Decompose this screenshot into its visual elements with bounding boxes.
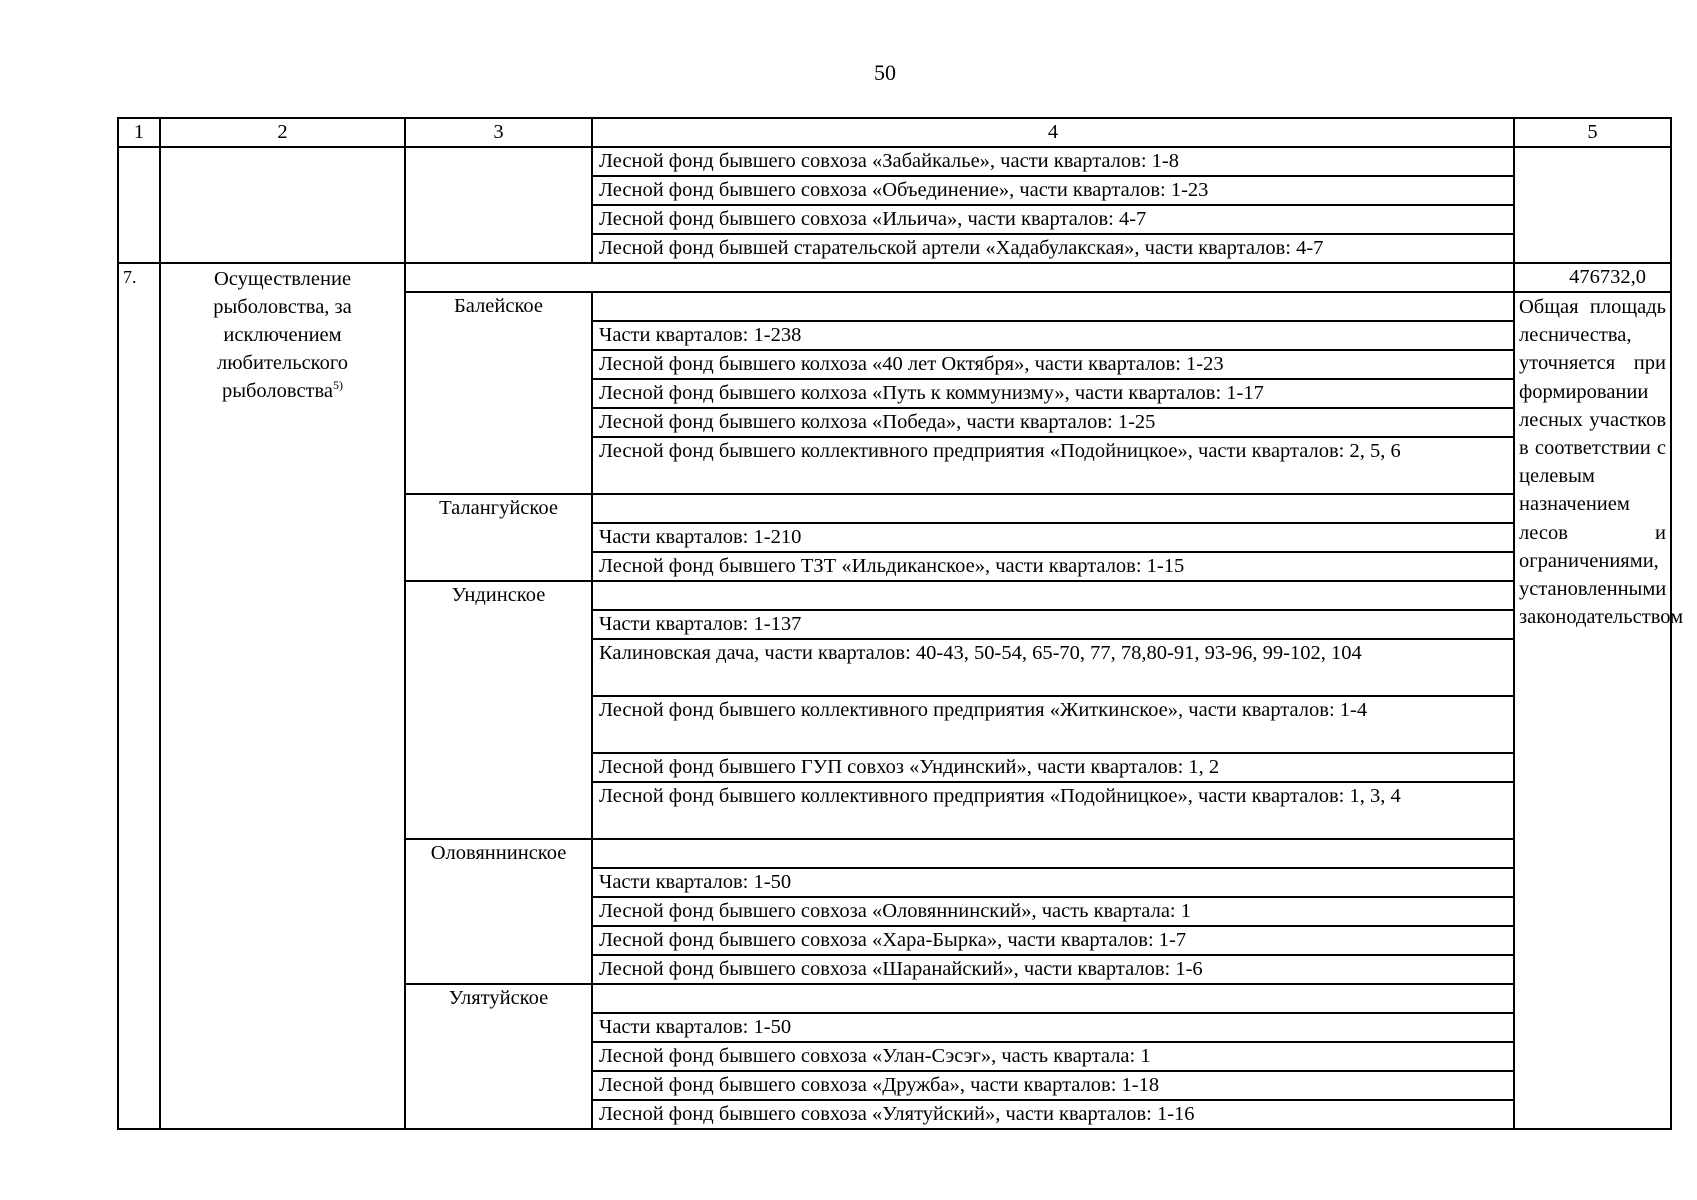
forestry-table — [117, 117, 1684, 1130]
location-cell: Лесной фонд бывшего совхоза «Улан-Сэсэг», часть квартала: 1 — [592, 1042, 1514, 1071]
location-cell: Калиновская дача, части кварталов: 40-43, 50-54, 65-70, 77, 78,80-91, 93-96, 99-102, 104 — [592, 639, 1514, 696]
location-cell: Лесной фонд бывшего совхоза «Забайкалье», части кварталов: 1-8 — [592, 147, 1514, 176]
forestry-name: Талангуйское — [405, 494, 592, 581]
empty-cell — [1514, 147, 1671, 263]
location-cell: Лесной фонд бывшего колхоза «40 лет Октября», части кварталов: 1-23 — [592, 350, 1514, 379]
activity-footnote-marker: 5) — [333, 378, 344, 393]
location-cell: Части кварталов: 1-210 — [592, 523, 1514, 552]
location-cell: Лесной фонд бывшего совхоза «Оловяннинский», часть квартала: 1 — [592, 897, 1514, 926]
location-cell: Лесной фонд бывшего совхоза «Хара-Бырка», части кварталов: 1-7 — [592, 926, 1514, 955]
table-row — [118, 147, 1671, 176]
location-cell: Лесной фонд бывшего коллективного предприятия «Подойницкое», части кварталов: 1, 3, 4 — [592, 782, 1514, 839]
header-cell: 3 — [405, 118, 592, 147]
header-cell: 2 — [160, 118, 405, 147]
location-cell: Лесной фонд бывшего ТЗТ «Ильдиканское», части кварталов: 1-15 — [592, 552, 1514, 581]
empty-cell — [592, 839, 1514, 868]
location-cell: Лесной фонд бывшего колхоза «Путь к коммунизму», части кварталов: 1-17 — [592, 379, 1514, 408]
empty-cell — [405, 147, 592, 263]
location-cell: Лесной фонд бывшего коллективного предприятия «Житкинское», части кварталов: 1-4 — [592, 696, 1514, 753]
forestry-name: Улятуйское — [405, 984, 592, 1129]
location-cell: Части кварталов: 1-137 — [592, 610, 1514, 639]
item-number: 7. — [118, 263, 160, 1129]
activity-text: Осуществление рыболовства, за исключением любительского рыболовства — [213, 268, 352, 402]
location-cell: Лесной фонд бывшего совхоза «Ильича», части кварталов: 4-7 — [592, 205, 1514, 234]
page-number: 50 — [874, 60, 896, 85]
location-cell: Лесной фонд бывшего ГУП совхоз «Ундинский», части кварталов: 1, 2 — [592, 753, 1514, 782]
location-cell: Части кварталов: 1-50 — [592, 868, 1514, 897]
forestry-name: Ундинское — [405, 581, 592, 839]
empty-cell — [592, 494, 1514, 523]
activity-cell — [160, 263, 405, 1129]
location-cell: Лесной фонд бывшего колхоза «Победа», части кварталов: 1-25 — [592, 408, 1514, 437]
location-cell: Лесной фонд бывшего коллективного предприятия «Подойницкое», части кварталов: 2, 5, 6 — [592, 437, 1514, 494]
empty-cell — [592, 581, 1514, 610]
table-row — [118, 263, 1671, 292]
table-body — [118, 118, 1684, 1129]
header-cell: 4 — [592, 118, 1514, 147]
header-cell: 1 — [118, 118, 160, 147]
location-cell: Лесной фонд бывшего совхоза «Улятуйский», части кварталов: 1-16 — [592, 1100, 1514, 1129]
location-cell: Лесной фонд бывшего совхоза «Шаранайский», части кварталов: 1-6 — [592, 955, 1514, 984]
location-cell: Лесной фонд бывшего совхоза «Объединение», части кварталов: 1-23 — [592, 176, 1514, 205]
location-cell: Лесной фонд бывшего совхоза «Дружба», части кварталов: 1-18 — [592, 1071, 1514, 1100]
forestry-name: Балейское — [405, 292, 592, 494]
empty-cell — [592, 292, 1514, 321]
header-row — [118, 118, 1671, 147]
area-cell: 476732,0 — [1514, 263, 1671, 292]
note-cell: Общая площадь лесничества, уточняется при формировании лесных участков в соответствии с целевым назначением лесов и ограничениями, установленными законодательством — [1514, 292, 1671, 1129]
location-cell: Лесной фонд бывшей старательской артели «Хадабулакская», части кварталов: 4-7 — [592, 234, 1514, 263]
forestry-name: Оловяннинское — [405, 839, 592, 984]
empty-cell — [592, 984, 1514, 1013]
empty-cell — [118, 147, 160, 263]
location-cell: Части кварталов: 1-50 — [592, 1013, 1514, 1042]
empty-cell — [405, 263, 1514, 292]
header-cell: 5 — [1514, 118, 1671, 147]
empty-cell — [160, 147, 405, 263]
location-cell: Части кварталов: 1-238 — [592, 321, 1514, 350]
